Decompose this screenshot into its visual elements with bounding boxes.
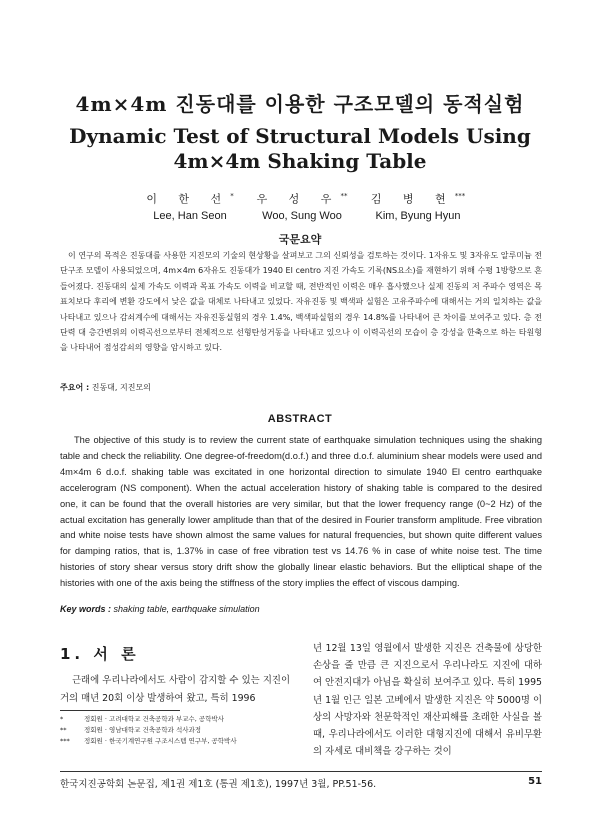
author-3-mark: *** — [454, 192, 466, 200]
author-2-name-ko: 우 성 우 — [256, 192, 341, 206]
author-1-name-en: Lee, Han Seon — [153, 209, 227, 222]
body-left-column: 근래에 우리나라에서도 사람이 감지할 수 있는 지진이 거의 매년 20회 이상 발생하여 왔고, 특히 1996 — [60, 675, 290, 704]
footer-citation: 한국지진공학회 논문집, 제1권 제1호 (통권 제1호), 1997년 3월, PP.51-56. — [60, 779, 377, 790]
keywords-korean-label: 주요어 : — [60, 383, 90, 392]
keywords-korean-text: 진동대, 지진모의 — [91, 383, 151, 392]
footnote-3 — [60, 736, 300, 747]
title-english: Dynamic Test of Structural Models Using 4m×4m Shaking Table — [69, 124, 531, 173]
author-2-name-en: Woo, Sung Woo — [262, 209, 342, 222]
author-3 — [348, 188, 488, 224]
footnotes — [60, 714, 300, 747]
keywords-english-text: shaking table, earthquake simulation — [113, 604, 260, 614]
keywords-korean — [60, 382, 540, 393]
section-title: 1. 서 론 — [60, 645, 140, 663]
author-3-name-en: Kim, Byung Hyun — [375, 209, 461, 222]
author-1-name-ko: 이 한 선 — [146, 192, 231, 206]
page-number: 51 — [528, 776, 542, 787]
abstract-korean-heading: 국문요약 — [278, 233, 322, 246]
footnote-1-text: 정회원 · 고려대학교 건축공학과 부교수, 공학박사 — [84, 715, 225, 723]
footnote-3-mark: *** — [60, 737, 70, 745]
footer — [60, 776, 542, 790]
footnote-2-text: 정회원 · 영남대학교 건축공학과 석사과정 — [84, 726, 202, 734]
abstract-korean: 이 연구의 목적은 진동대를 사용한 지진모의 기술의 현상황을 살펴보고 그의 신뢰성을 검토하는 것이다. 1자유도 및 3자유도 알루미늄 전단구조 모델이 사용되었으며, 4m×4m 6자유도 진동대가 1940 El centro 지진 가속도 기록(NS요소)를 재현하기 위해 수평 1방향으로 흔들어졌다. 진동대의 실제 가속도 이력과 목표 가속도 이력을 비교할 때, 전반적인 이력은 매우 흡사했으나 실제 진동의 저 주파수 영역은 목표치보다 후리에 변환 강도에서 낮은 값을 대체로 나타내고 있었다. 자유진동 및 백색파 실험은 고유주파수에 대해서는 거의 일치하는 값을 나타내고 있으나 감쇠계수에 대해서는 자유진동실험의 경우 1.4%, 백색파실험의 경우 14.8%를 나타내어 큰 차이를 보여주고 있다. 층 전단력 대 층간변위의 이력곡선으로부터 전체적으로 선형탄성거동을 나타내고 있으나 이 이력곡선의 모습이 층 강성을 한축으로 하는 타원형을 나타내어 점성감쇠의 영향을 암시하고 있다. — [60, 251, 542, 353]
footnote-2-mark: ** — [60, 726, 67, 734]
keywords-english — [60, 604, 540, 614]
keywords-english-label: Key words : — [60, 604, 112, 614]
footnote-2 — [60, 725, 300, 736]
author-3-name-ko: 김 병 현 — [370, 192, 455, 206]
body-right-column: 년 12월 13일 영월에서 발생한 지진은 건축물에 상당한 손상을 줄 만큼 큰 지진으로서 우리나라도 지진에 대하여 안전지대가 아님을 확실히 보여주고 있다. 특히 1995년 1월 인근 일본 고베에서 발생한 지진은 약 5000명 이상의 사망자와 천문학적인 재산피해를 초래한 사실을 볼 때, 우리나라에서도 이러한 대형지진에 대해서 유비무환의 자세로 대비책을 강구하는 것이 — [313, 643, 542, 758]
footnote-1 — [60, 714, 300, 725]
footnote-divider — [60, 710, 180, 711]
footnote-1-mark: * — [60, 715, 64, 723]
footer-divider — [60, 771, 542, 772]
footnote-3-text: 정회원 · 한국기계연구원 구조시스템 연구부, 공학박사 — [84, 737, 237, 745]
abstract-english-heading: ABSTRACT — [267, 413, 333, 425]
title-korean: 4m×4m 진동대를 이용한 구조모델의 동적실험 — [75, 92, 525, 116]
abstract-english: The objective of this study is to review the current state of earthquake simulation techniques using the shaking table and check the reliability. One degree-of-freedom(d.o.f.) and three d.o.f. aluminium shear models were used and 4m×4m 6 d.o.f. shaking table was excitated in one horizontal direction to simulate 1940 El centro earthquake accelerogram (NS component). When the actual acceleration history of shaking table is compared to the desired one, it can be found that the overall histories are very similar, but that the lower frequency range (0~2 Hz) of the actual excitation has generally lower amplitude than that of the desired in Fourier transform amplitude. Free vibration and white noise tests have shown almost the same values for natural frequencies, but shown quite different values for damping ratios, that is, 1.37% in case of free vibration test vs 14.76 % in case of white noise test. The time histories of story shear versus story drift show the globally linear elastic behaviors. But the elliptical shape of the histories with one of the axis being the stiffness of the story implies the effect of viscous damping. — [60, 435, 542, 589]
author-1-mark: * — [230, 192, 234, 200]
author-2-mark: ** — [340, 192, 348, 200]
author-list — [0, 188, 600, 228]
